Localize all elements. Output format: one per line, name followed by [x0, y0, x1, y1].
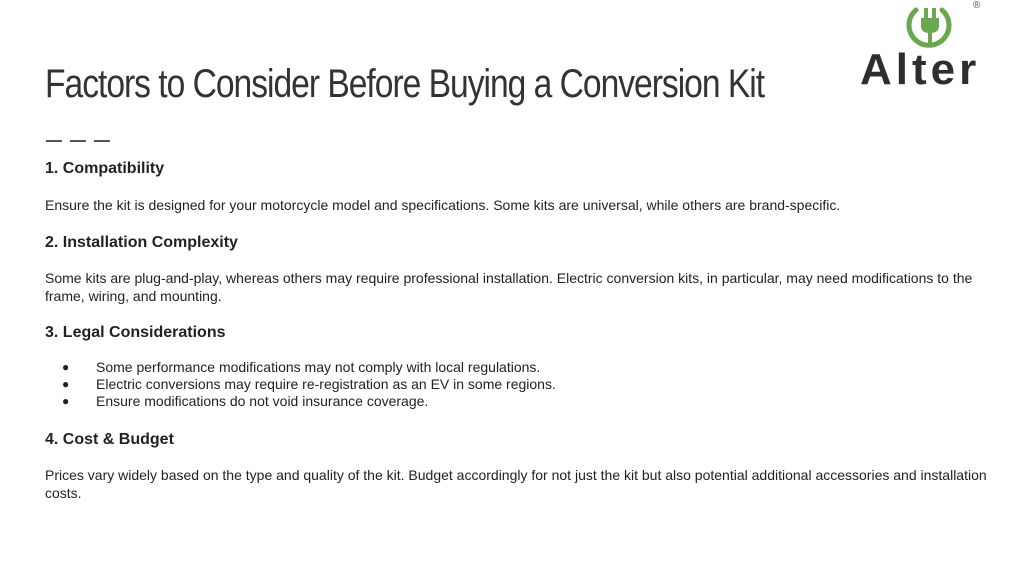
- registered-mark: ®: [973, 0, 981, 11]
- section-heading-compatibility: 1. Compatibility: [45, 160, 165, 177]
- plug-icon: [902, 0, 956, 50]
- section-text-cost: Prices vary widely based on the type and quality of the kit. Budget accordingly for not just the kit but also potential additional accessories and installation costs.: [45, 467, 987, 501]
- logo-wordmark: Alter: [860, 45, 981, 94]
- section-text-compatibility: Ensure the kit is designed for your motorcycle model and specifications. Some kits are universal, while others are brand-specific.: [45, 197, 841, 213]
- section-heading-legal: 3. Legal Considerations: [45, 324, 226, 341]
- list-item: ● Ensure modifications do not void insurance coverage.: [62, 393, 429, 409]
- divider-dash: [46, 140, 62, 142]
- section-text-installation: Some kits are plug-and-play, whereas others may require professional installation. Electric conversion kits, in particular, may need modifications to the frame, wiring, and mounting.: [45, 270, 973, 304]
- section-heading-cost: 4. Cost & Budget: [45, 431, 174, 448]
- divider-dash: [70, 140, 86, 142]
- section-heading-installation: 2. Installation Complexity: [45, 234, 238, 251]
- legal-bullet-list: [45, 359, 556, 410]
- list-item: ● Electric conversions may require re-registration as an EV in some regions.: [62, 376, 556, 392]
- bullet-icon: ●: [62, 360, 70, 374]
- bullet-icon: ●: [62, 394, 70, 408]
- bullet-icon: ●: [62, 377, 70, 391]
- divider-dash: [94, 140, 110, 142]
- list-item: ● Some performance modifications may not comply with local regulations.: [62, 359, 541, 375]
- page-title: Factors to Consider Before Buying a Conversion Kit: [45, 62, 765, 106]
- brand-logo: [858, 0, 1008, 100]
